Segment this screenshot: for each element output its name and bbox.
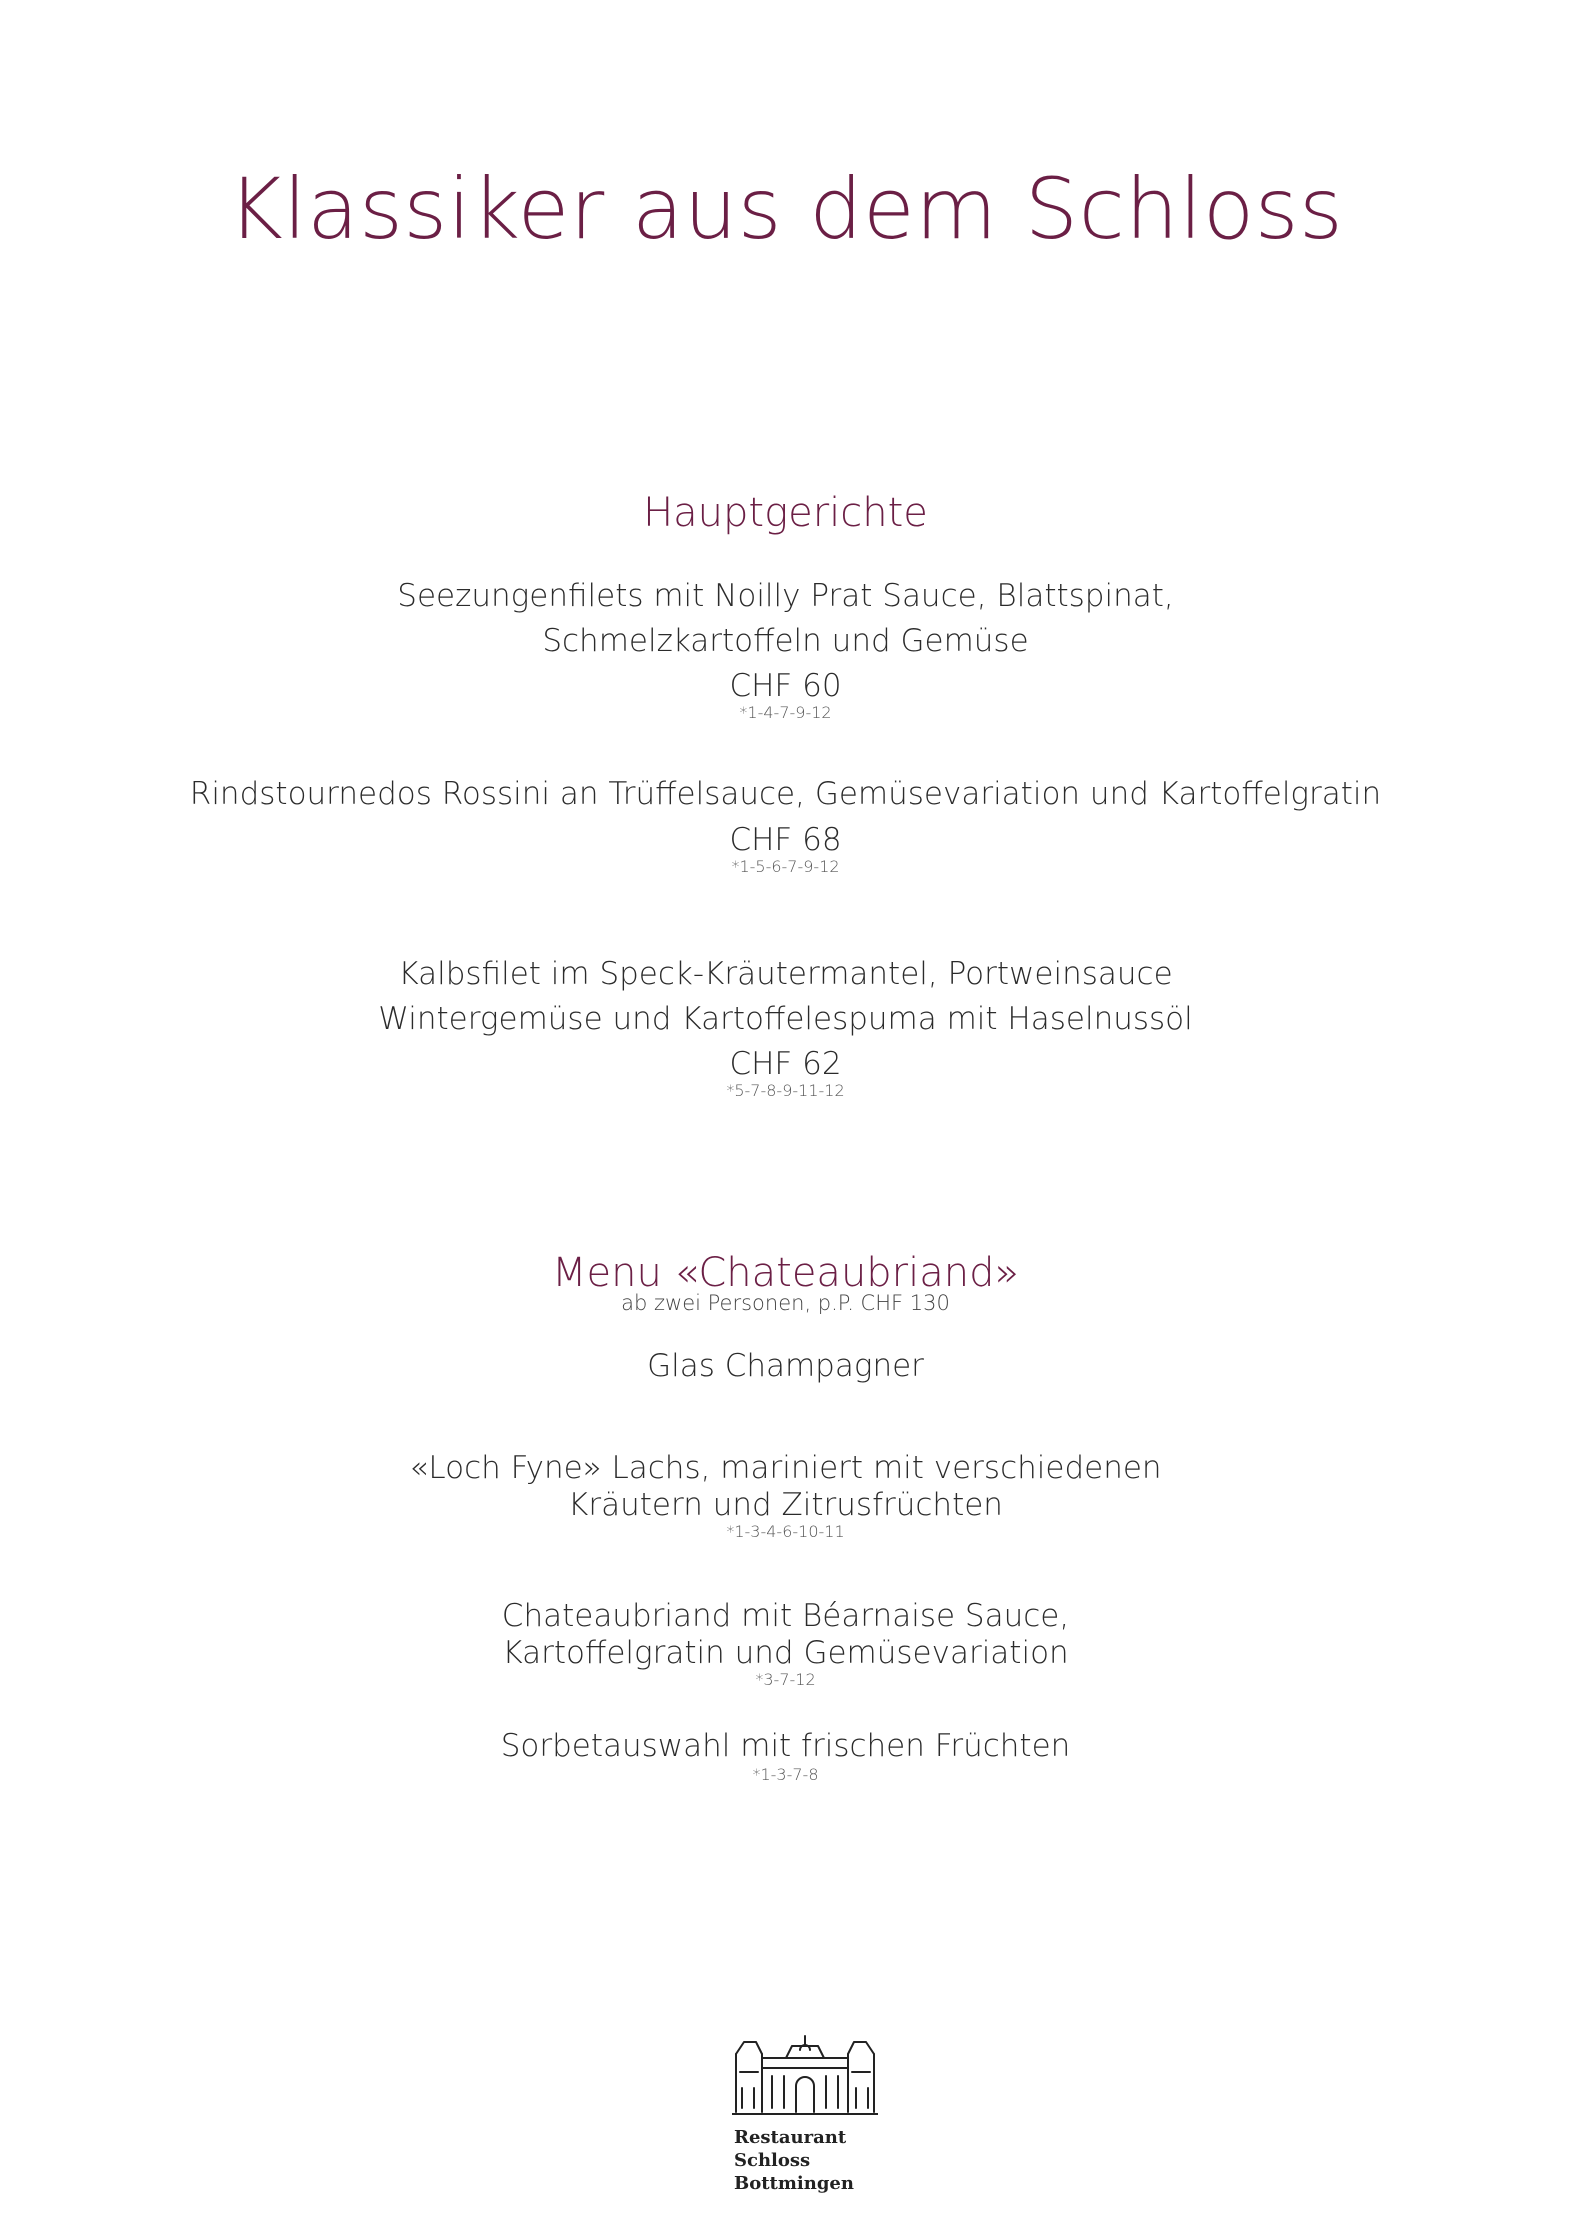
dish-2-price: CHF 68	[729, 822, 842, 858]
menu-course-4-line-1: Sorbetauswahl mit frischen Früchten	[500, 1728, 1071, 1764]
menu-course-3-line-1: Chateaubriand mit Béarnaise Sauce,	[501, 1598, 1070, 1634]
dish-1-allergens: *1-4-7-9-12	[739, 703, 832, 722]
page-title: Klassiker aus dem Schloss	[227, 160, 1344, 258]
dish-2-line-1: Rindstournedos Rossini an Trüffelsauce, Gemüsevariation und Kartoffelgratin	[189, 776, 1382, 812]
menu-course-4-allergens: *1-3-7-8	[752, 1765, 819, 1784]
menu-subnote: ab zwei Personen, p.P. CHF 130	[621, 1291, 950, 1315]
dish-1-price: CHF 60	[729, 668, 842, 704]
dish-3-price: CHF 62	[729, 1046, 842, 1082]
dish-2-description	[0, 772, 1571, 817]
logo-line-restaurant: Restaurant	[734, 2127, 847, 2148]
dish-3-line-1: Kalbsfilet im Speck-Kräutermantel, Portweinsauce	[398, 956, 1173, 992]
menu-course-4	[0, 1728, 1571, 1765]
dish-1-line-1: Seezungenfilets mit Noilly Prat Sauce, Blattspinat,	[397, 578, 1174, 614]
section-heading-menu: Menu «Chateaubriand»	[552, 1250, 1019, 1296]
castle-icon	[732, 2032, 878, 2116]
dish-1-description	[0, 574, 1571, 664]
menu-course-2-line-1: «Loch Fyne» Lachs, mariniert mit verschiedenen	[409, 1450, 1162, 1486]
menu-course-2-allergens: *1-3-4-6-10-11	[726, 1522, 845, 1541]
section-heading-main-courses: Hauptgerichte	[643, 490, 928, 536]
menu-course-3-line-2: Kartoffelgratin und Gemüsevariation	[502, 1635, 1069, 1671]
menu-course-1	[0, 1344, 1571, 1389]
restaurant-logo	[732, 2032, 882, 2195]
dish-3-line-2: Wintergemüse und Kartoffelespuma mit Haselnussöl	[378, 1001, 1193, 1037]
menu-course-1-line-1: Glas Champagner	[647, 1348, 924, 1384]
menu-course-3-allergens: *3-7-12	[755, 1670, 816, 1689]
menu-course-2-line-2: Kräutern und Zitrusfrüchten	[568, 1487, 1003, 1523]
dish-2-allergens: *1-5-6-7-9-12	[731, 857, 840, 876]
menu-course-3	[0, 1598, 1571, 1672]
dish-3-description	[0, 952, 1571, 1042]
dish-3-allergens: *5-7-8-9-11-12	[726, 1081, 845, 1100]
menu-course-2	[0, 1450, 1571, 1524]
logo-line-schloss: Schloss	[734, 2150, 811, 2171]
dish-1-line-2: Schmelzkartoffeln und Gemüse	[542, 623, 1029, 659]
logo-text	[734, 2126, 882, 2195]
logo-line-bottmingen: Bottmingen	[734, 2173, 854, 2194]
